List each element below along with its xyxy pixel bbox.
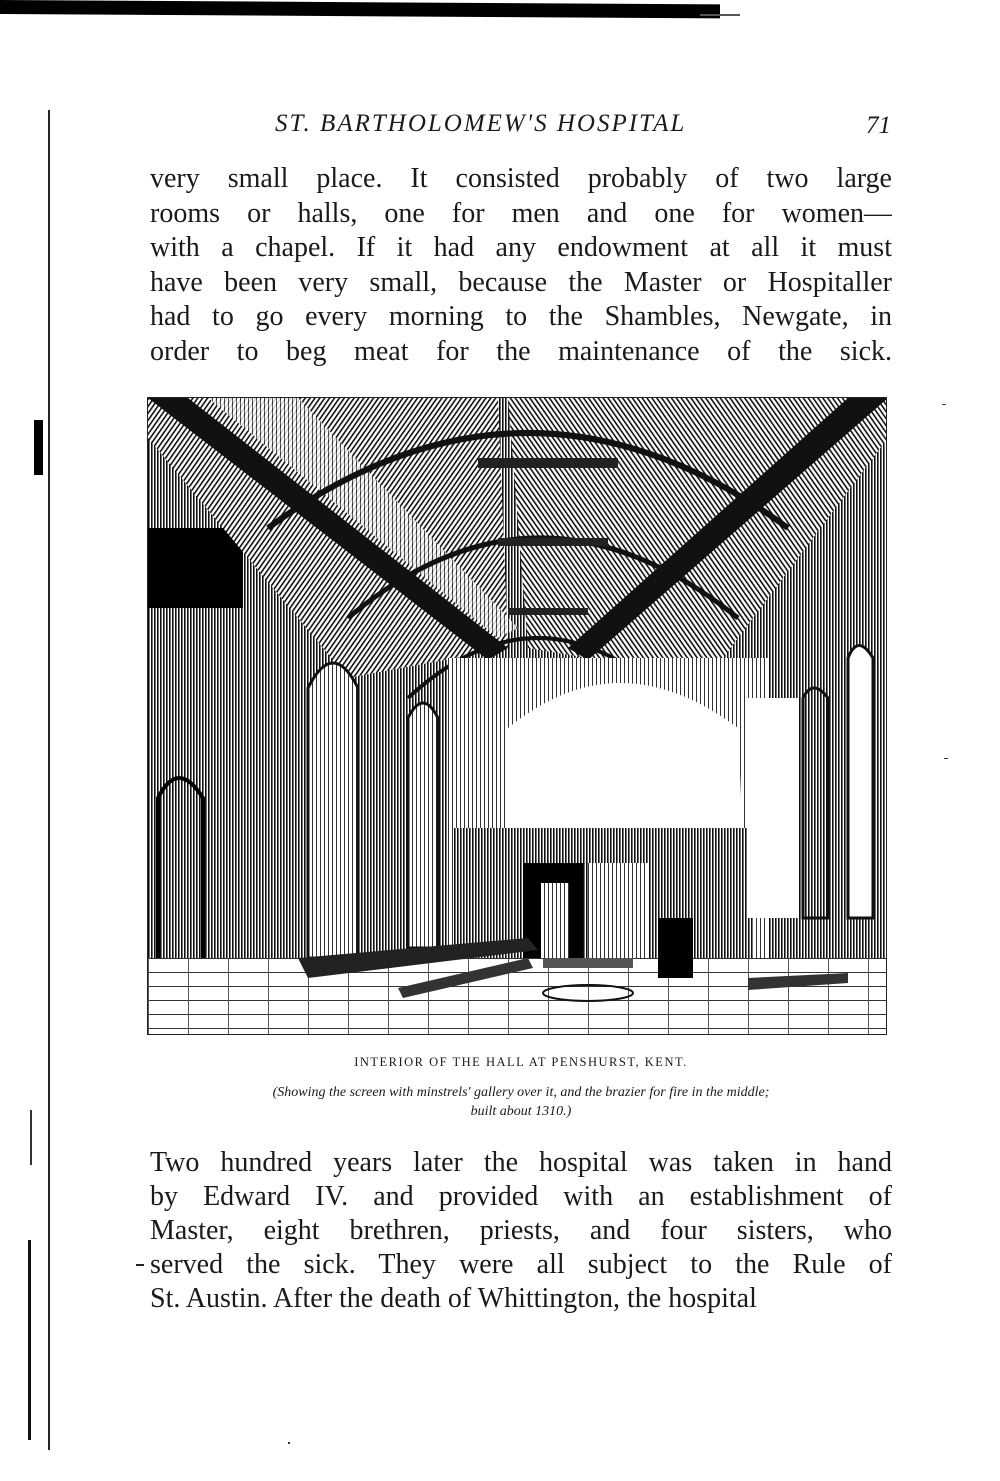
page-number: 71 — [866, 112, 891, 139]
text-line: by Edward IV. and provided with an establishment of — [150, 1181, 892, 1212]
text-line: St. Austin. After the death of Whittington, the hospital — [150, 1283, 757, 1314]
text-line: have been very small, because the Master or Hospitaller — [150, 266, 892, 298]
figure-caption-note — [150, 1083, 892, 1121]
paragraph-bottom — [150, 1146, 892, 1316]
caption-note-line: (Showing the screen with minstrels' gallery over it, and the brazier for fire in the middle; — [272, 1085, 770, 1100]
text-line: Two hundred years later the hospital was taken in hand — [150, 1147, 892, 1178]
hall-engraving — [147, 397, 887, 1035]
scan-speck — [942, 404, 946, 405]
text-line: with a chapel. If it had any endowment at all it must — [150, 232, 892, 264]
text-line: had to go every morning to the Shambles, Newgate, in — [150, 301, 892, 333]
paragraph-top — [150, 162, 892, 370]
running-title: ST. BARTHOLOMEW'S HOSPITAL — [275, 110, 687, 137]
hall-engraving-drawing — [148, 398, 887, 1035]
scan-binding-line — [28, 1240, 31, 1440]
scan-edge-shadow — [700, 14, 740, 16]
text-line: rooms or halls, one for men and one for women— — [150, 197, 892, 229]
running-head — [150, 110, 895, 144]
text-line: order to beg meat for the maintenance of the sick. — [150, 335, 892, 367]
text-line: Master, eight brethren, priests, and four sisters, who — [150, 1215, 892, 1246]
text-line: served the sick. They were all subject to the Rule of — [150, 1249, 892, 1280]
scan-edge-shadow — [0, 0, 720, 18]
scan-binding-line — [48, 110, 50, 1450]
scan-speck — [288, 1442, 290, 1444]
caption-note-line: built about 1310.) — [470, 1104, 572, 1119]
scan-speck — [944, 758, 948, 759]
scan-binding-line — [30, 1110, 32, 1165]
figure-caption-title: INTERIOR OF THE HALL AT PENSHURST, KENT. — [354, 1055, 688, 1069]
scan-edge-mark — [34, 420, 43, 475]
margin-mark — [136, 1264, 144, 1266]
text-line: very small place. It consisted probably of two large — [150, 163, 892, 194]
